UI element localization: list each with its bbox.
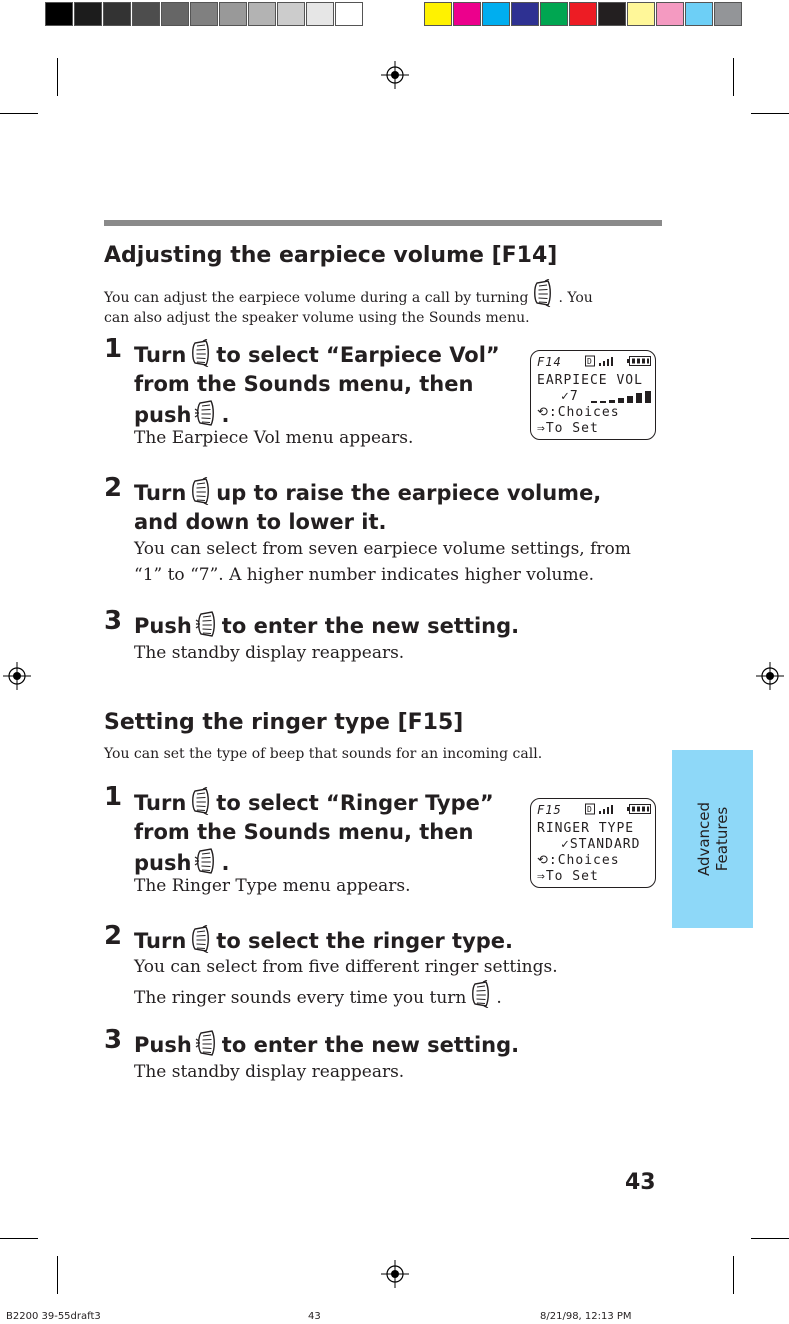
lcd-display (530, 798, 656, 888)
lcd-current-value: ✓7 (561, 389, 579, 404)
battery-icon (627, 804, 651, 814)
color-swatch (424, 2, 452, 26)
color-swatch (335, 2, 363, 26)
color-swatch (540, 2, 568, 26)
step-heading: Push to enter the new setting. (134, 610, 519, 641)
battery-icon (627, 356, 651, 366)
page-number: 43 (625, 1170, 656, 1195)
jog-dial-icon (531, 279, 555, 307)
lcd-set-hint: ⇒To Set (537, 869, 599, 884)
registration-mark-icon (381, 61, 409, 89)
signal-strength-icon (585, 803, 619, 815)
crop-mark (0, 1238, 38, 1239)
lcd-current-value: ✓STANDARD (561, 837, 641, 852)
section-title: Adjusting the earpiece volume [F14] (104, 243, 558, 268)
chapter-tab (672, 750, 753, 928)
jog-dial-icon (469, 980, 493, 1008)
step-heading: Turn to select the ringer type. (134, 925, 513, 956)
color-swatch (482, 2, 510, 26)
color-swatch (132, 2, 160, 26)
color-swatch (103, 2, 131, 26)
step-number: 3 (104, 606, 123, 636)
checkmark-icon: ✓ (561, 837, 570, 852)
step-number: 2 (104, 473, 123, 503)
step-heading: Turn up to raise the earpiece volume, and down to lower it. (134, 477, 601, 537)
lcd-menu-label: RINGER TYPE (537, 821, 635, 836)
color-swatch (219, 2, 247, 26)
lcd-function-code: F14 (537, 355, 562, 369)
color-swatch (74, 2, 102, 26)
step-body: The Earpiece Vol menu appears. (134, 428, 414, 448)
footer-filename: B2200 39-55draft3 (6, 1311, 101, 1322)
crop-mark (733, 1256, 734, 1294)
step-body: The Ringer Type menu appears. (134, 876, 411, 896)
crop-mark (57, 58, 58, 96)
jog-dial-icon (189, 925, 213, 953)
step-body: The standby display reappears. (134, 1062, 405, 1082)
section-intro: You can set the type of beep that sounds for an incoming call. (104, 746, 543, 762)
registration-mark-icon (381, 1260, 409, 1288)
step-number: 1 (104, 334, 123, 364)
jog-turn-icon: ⟲ (537, 853, 549, 868)
volume-level-icon (591, 391, 651, 403)
lcd-choices-hint: ⟲:Choices (537, 405, 620, 420)
color-swatch (248, 2, 276, 26)
color-swatch (306, 2, 334, 26)
crop-mark (751, 113, 789, 114)
section-intro: You can adjust the earpiece volume during a call by turning . You can also adjust the speaker volume using the Sounds menu. (104, 279, 649, 328)
crop-mark (751, 1238, 789, 1239)
push-arrow-icon: ⇒ (537, 869, 546, 884)
color-swatch (598, 2, 626, 26)
svg-text:D: D (587, 357, 593, 366)
chapter-tab-line1: Advanced (694, 801, 713, 877)
footer-date: 8/21/98, 12:13 PM (540, 1311, 632, 1322)
jog-dial-icon (189, 339, 213, 367)
color-swatch (453, 2, 481, 26)
section-title: Setting the ringer type [F15] (104, 710, 464, 735)
color-swatch (627, 2, 655, 26)
footer-page: 43 (308, 1311, 321, 1322)
lcd-menu-label: EARPIECE VOL (537, 373, 643, 388)
chapter-tab-line2: Features (712, 806, 731, 872)
color-swatch (45, 2, 73, 26)
jog-dial-icon (189, 787, 213, 815)
lcd-function-code: F15 (537, 803, 562, 817)
step-body: You can select from seven earpiece volume settings, from “1” to “7”. A higher number indicates higher volume. (134, 539, 631, 585)
section-rule (104, 220, 662, 226)
color-swatch (656, 2, 684, 26)
crop-mark (57, 1256, 58, 1294)
jog-turn-icon: ⟲ (537, 405, 549, 420)
registration-mark-icon (3, 662, 31, 690)
crop-mark (733, 58, 734, 96)
checkmark-icon: ✓ (561, 389, 570, 404)
signal-strength-icon (585, 355, 619, 367)
step-body: The standby display reappears. (134, 643, 405, 663)
color-swatch (511, 2, 539, 26)
step-number: 3 (104, 1025, 123, 1055)
registration-mark-icon (756, 662, 784, 690)
color-swatch (277, 2, 305, 26)
color-swatch (190, 2, 218, 26)
jog-dial-push-icon (194, 399, 218, 427)
step-heading: Turn to select “Ringer Type” from the Sounds menu, then push . (134, 787, 494, 878)
step-heading: Turn to select “Earpiece Vol” from the Sounds menu, then push . (134, 339, 500, 430)
step-body: You can select from five different ringer settings. The ringer sounds every time you turn . (134, 957, 558, 1008)
step-heading: Push to enter the new setting. (134, 1029, 519, 1060)
color-swatch (161, 2, 189, 26)
lcd-choices-hint: ⟲:Choices (537, 853, 620, 868)
jog-dial-push-icon (195, 610, 219, 638)
push-arrow-icon: ⇒ (537, 421, 546, 436)
step-number: 1 (104, 782, 123, 812)
jog-dial-icon (189, 477, 213, 505)
lcd-display (530, 350, 656, 440)
svg-text:D: D (587, 805, 593, 814)
color-swatch (714, 2, 742, 26)
lcd-set-hint: ⇒To Set (537, 421, 599, 436)
color-swatch (685, 2, 713, 26)
step-number: 2 (104, 921, 123, 951)
jog-dial-push-icon (194, 847, 218, 875)
jog-dial-push-icon (195, 1029, 219, 1057)
color-swatch (569, 2, 597, 26)
crop-mark (0, 113, 38, 114)
